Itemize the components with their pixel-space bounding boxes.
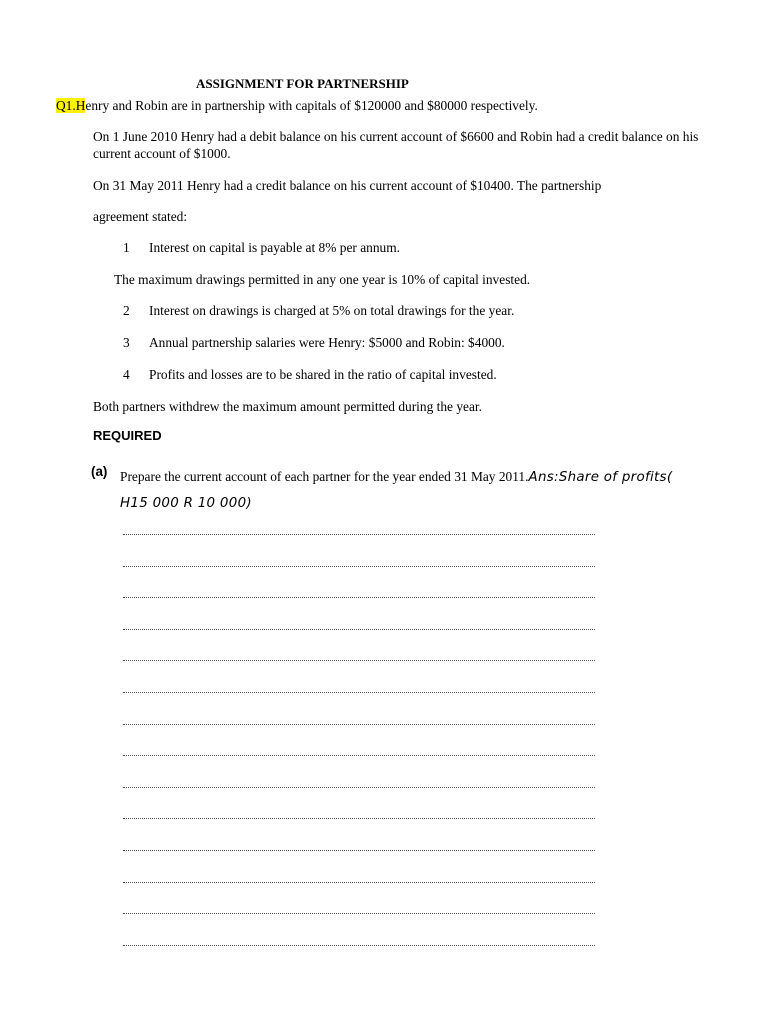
answer-line — [123, 787, 595, 788]
part-a-question-text: Prepare the current account of each partner for the year ended 31 May 2011. — [120, 469, 529, 484]
answer-line — [123, 660, 595, 661]
answer-line — [123, 692, 595, 693]
agreement-item-number: 3 — [123, 335, 130, 350]
part-a-label: (a) — [91, 464, 108, 479]
answer-line — [123, 629, 595, 630]
page-title: ASSIGNMENT FOR PARTNERSHIP — [196, 76, 409, 91]
paragraph-agreement: agreement stated: — [93, 209, 188, 224]
answer-line — [123, 913, 595, 914]
handwritten-answer: Ans:Share of profits( H15 000 R 10 000) — [120, 470, 673, 511]
paragraph-drawings: Both partners withdrew the maximum amount permitted during the year. — [93, 399, 482, 414]
answer-line — [123, 755, 595, 756]
paragraph-opening-balances: On 1 June 2010 Henry had a debit balance on his current account of $6600 and Robin had a credit balance on his current account of $1000. — [93, 129, 699, 161]
answer-line — [123, 945, 595, 946]
required-heading: REQUIRED — [93, 428, 162, 443]
agreement-item-text: Annual partnership salaries were Henry: $5000 and Robin: $4000. — [149, 335, 505, 350]
answer-line — [123, 534, 595, 535]
answer-line — [123, 566, 595, 567]
agreement-item-text: Profits and losses are to be shared in the ratio of capital invested. — [149, 367, 497, 382]
answer-line — [123, 850, 595, 851]
part-a-question — [120, 464, 680, 516]
question-number-highlight: Q1.H — [56, 98, 86, 113]
answer-line — [123, 724, 595, 725]
paragraph-closing-balance: On 31 May 2011 Henry had a credit balance on his current account of $10400. The partnership — [93, 178, 602, 193]
question-1-text: enry and Robin are in partnership with capitals of $120000 and $80000 respectively. — [85, 98, 538, 113]
answer-line — [123, 818, 595, 819]
agreement-item-number: 1 — [123, 240, 130, 255]
agreement-item-number: 4 — [123, 367, 130, 382]
answer-line — [123, 882, 595, 883]
agreement-item-text: Interest on capital is payable at 8% per annum. — [149, 240, 400, 255]
answer-line — [123, 597, 595, 598]
agreement-item-number: 2 — [123, 303, 130, 318]
agreement-item-text: Interest on drawings is charged at 5% on total drawings for the year. — [149, 303, 515, 318]
question-1-intro — [56, 97, 538, 114]
agreement-item-text: The maximum drawings permitted in any one year is 10% of capital invested. — [114, 272, 531, 287]
